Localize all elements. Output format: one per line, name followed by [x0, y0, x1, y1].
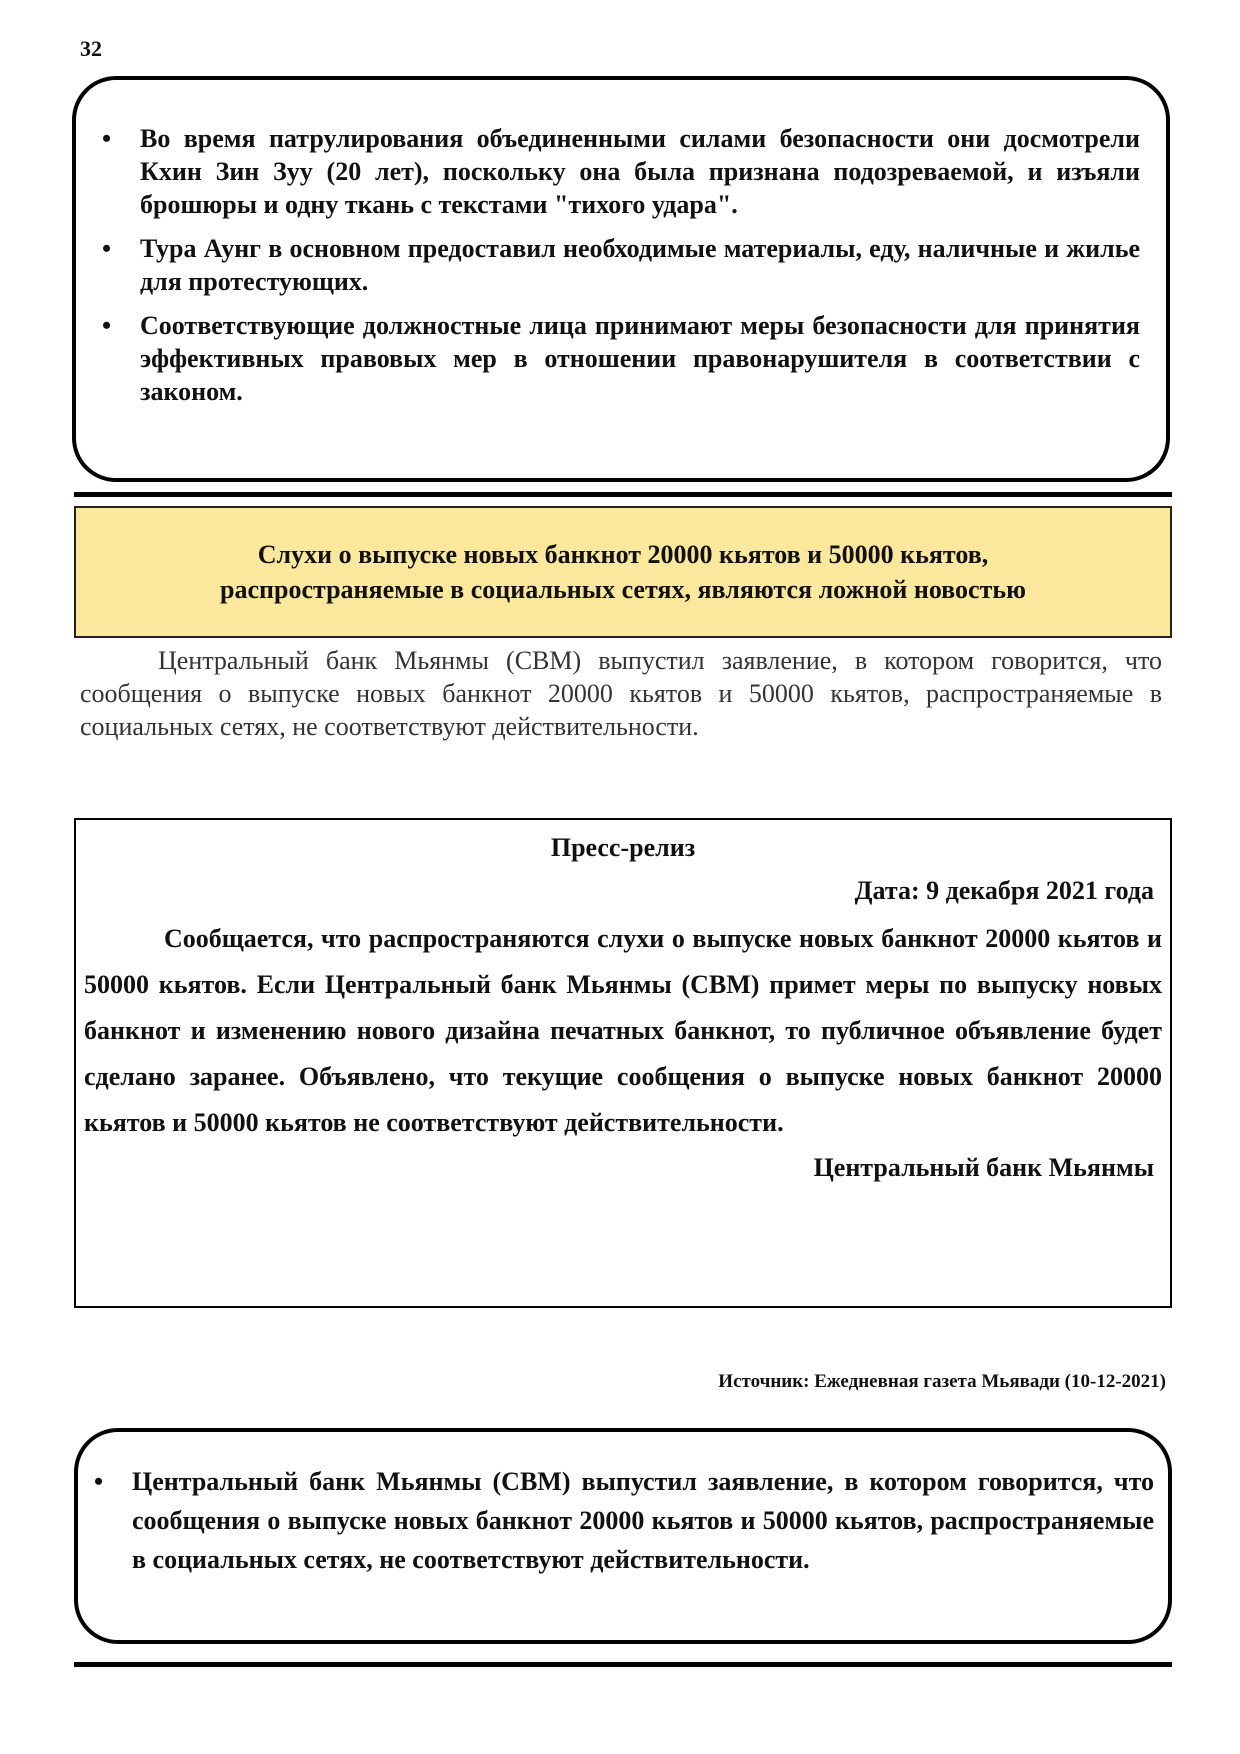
- press-release-body: Сообщается, что распространяются слухи о выпуске новых банкнот 20000 кьятов и 50000 кьятов. Если Центральный банк Мьянмы (CBM) примет меры по выпуску новых банкнот и изменению нового дизайна печатных банкнот, то публичное объявление будет сделано заранее. Объявлено, что текущие сообщения о выпуске новых банкнот 20000 кьятов и 50000 кьятов не соответствуют действительности.: [84, 924, 1162, 1137]
- summary-bullet: • Во время патрулирования объединенными силами безопасности они досмотрели Кхин Зин Зуу (20 лет), поскольку она была признана подозреваемой, и изъяли брошюры и одну ткань с текстами "тихого удара".: [140, 122, 1140, 221]
- press-release-title: Пресс-релиз: [550, 833, 696, 862]
- summary-box-bottom: [74, 1428, 1172, 1644]
- headline-line-2: распространяемые в социальных сетях, являются ложной новостью: [220, 575, 1026, 604]
- headline-title: [220, 537, 1026, 607]
- headline-line-1: Слухи о выпуске новых банкнот 20000 кьятов и 50000 кьятов,: [257, 540, 989, 569]
- summary-bullet: • Тура Аунг в основном предоставил необходимые материалы, еду, наличные и жилье для протестующих.: [140, 232, 1140, 298]
- page-number: 32: [80, 36, 102, 61]
- summary-box-top: [72, 76, 1170, 482]
- press-release-date: Дата: 9 декабря 2021 года: [854, 876, 1154, 905]
- lead-paragraph: Центральный банк Мьянмы (CBM) выпустил заявление, в котором говорится, что сообщения о выпуске новых банкнот 20000 кьятов и 50000 кьятов, распространяемые в социальных сетях, не соответствуют действительности.: [80, 646, 1162, 741]
- summary-bullet: • Соответствующие должностные лица принимают меры безопасности для принятия эффективных правовых мер в отношении правонарушителя в соответствии с законом.: [140, 309, 1140, 408]
- summary-list-bottom: [132, 1462, 1154, 1579]
- summary-list-top: [140, 122, 1140, 408]
- section-divider-top: [74, 492, 1172, 497]
- press-release-signature: Центральный банк Мьянмы: [813, 1153, 1154, 1182]
- section-divider-bottom: [74, 1662, 1172, 1667]
- headline-banner: [74, 506, 1172, 638]
- press-release-box: [74, 818, 1172, 1308]
- source-citation: Источник: Ежедневная газета Мьявади (10-12-2021): [718, 1371, 1166, 1392]
- summary-bullet: • Центральный банк Мьянмы (CBM) выпустил заявление, в котором говорится, что сообщения о выпуске новых банкнот 20000 кьятов и 50000 кьятов, распространяемые в социальных сетях, не соответствуют действительности.: [132, 1462, 1154, 1579]
